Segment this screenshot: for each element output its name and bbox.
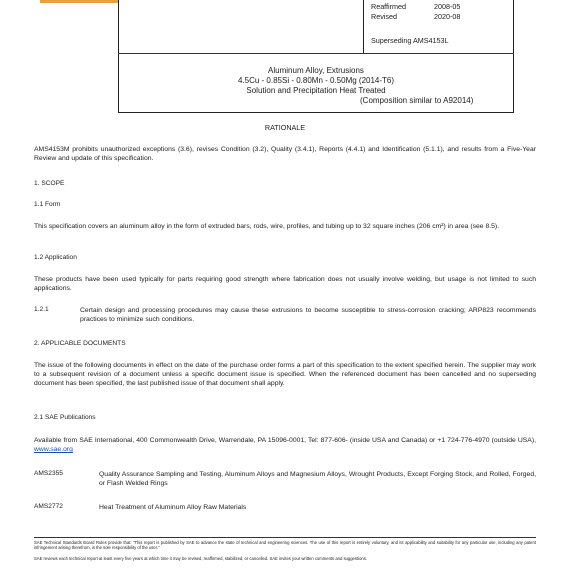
ref-id-ams2355: AMS2355 — [34, 470, 63, 477]
ref-text-ams2772: Heat Treatment of Aluminum Alloy Raw Materials — [99, 504, 247, 511]
sae-availability-text: Available from SAE International, 400 Commonwealth Drive, Warrendale, PA 15096-0001, Tel: 877-606- (inside USA and Canada) or +1 724-776-4970 (outside USA), — [34, 437, 536, 444]
section-1-2-heading: 1.2 Application — [34, 254, 77, 261]
revised-value: 2020-08 — [434, 12, 461, 21]
reaffirmed-label: Reaffirmed — [371, 2, 407, 11]
ref-text-ams2355: Quality Assurance Sampling and Testing, Aluminum Alloys and Magnesium Alloys, Wrought Products, Except Forging Stock, and Rolled, Forged, or Flash Welded Rings — [99, 471, 536, 488]
reaffirmed-value: 2008-05 — [434, 2, 461, 11]
ref-id-ams2772: AMS2772 — [34, 503, 63, 510]
section-1-1-text: This specification covers an aluminum alloy in the form of extruded bars, rods, wire, profiles, and tubing up to 32 square inches (206 cm²) in area (see 8.5). — [34, 223, 500, 230]
composition-note: (Composition similar to A92014) — [360, 96, 474, 105]
rationale-text: AMS4153M prohibits unauthorized exceptions (3.6), revises Condition (3.2), Quality (3.4.1), Reports (4.4.1) and Identification (5.1.1), and results from a Five-Year Review and update of this specification. — [34, 146, 536, 163]
section-2-heading: 2. APPLICABLE DOCUMENTS — [34, 340, 126, 347]
title-line-3: Solution and Precipitation Heat Treated — [246, 86, 386, 95]
section-1-2-1-number: 1.2.1 — [34, 306, 49, 313]
section-2-text: The issue of the following documents in effect on the date of the purchase order forms a part of this specification to the extent specified herein. The supplier may work to a subsequent revision of a document unless a specific document issue is specified. When the referenced document has been cancelled and no superseding document has been specified, the last published issue of that document shall apply. — [34, 362, 536, 388]
header-divider — [118, 53, 514, 54]
section-1-1-heading: 1.1 Form — [34, 201, 61, 208]
title-line-1: Aluminum Alloy, Extrusions — [268, 66, 364, 75]
footer-review-notice: SAE reviews each technical report at least every five years at which time it may be revised, reaffirmed, stabilized, or cancelled. SAE invites your written comments and suggestions. — [34, 556, 367, 561]
section-2-1-text — [34, 436, 536, 454]
sae-logo-accent — [40, 0, 118, 3]
footer-notice: SAE Technical Standards Board Rules provide that: "This report is published by SAE to advance the state of technical and engineering sciences. The use of this report is entirely voluntary, and its applicability and suitability for any particular use, including any patent infringement arising therefrom, is the sole responsibility of the user." — [34, 540, 536, 551]
rationale-heading: RATIONALE — [264, 123, 306, 132]
section-1-2-text: These products have been used typically for parts requiring good strength where fabrication does not usually involve welding, but usage is not limited to such applications. — [34, 276, 536, 293]
section-2-1-heading: 2.1 SAE Publications — [34, 414, 96, 421]
section-1-2-1-text: Certain design and processing procedures may cause these extrusions to become susceptible to stress-corrosion cracking; ARP823 recommends practices to minimize such conditions. — [80, 307, 536, 324]
superseding-note: Superseding AMS4153L — [371, 36, 449, 45]
sae-website-link[interactable]: www.sae.org — [34, 446, 73, 454]
footer-divider — [34, 537, 536, 538]
revised-label: Revised — [371, 12, 397, 21]
title-line-2: 4.5Cu - 0.85Si - 0.80Mn - 0.50Mg (2014-T6) — [237, 76, 395, 85]
section-1-heading: 1. SCOPE — [34, 180, 65, 187]
